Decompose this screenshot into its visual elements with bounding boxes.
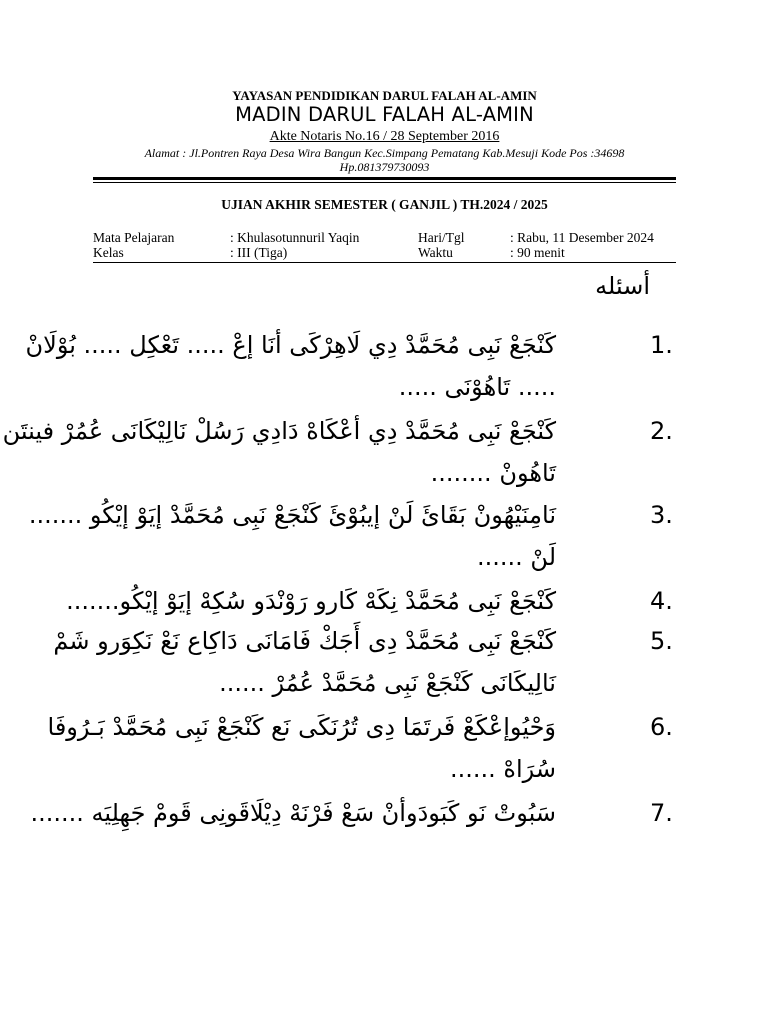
questions-heading: أسئله <box>595 272 650 300</box>
subject-value: : Khulasotunnuril Yaqin <box>230 230 360 245</box>
date-value: : Rabu, 11 Desember 2024 <box>510 230 654 245</box>
notary-deed: Akte Notaris No.16 / 28 September 2016 <box>269 129 500 144</box>
class-label: Kelas <box>93 245 124 260</box>
question-item <box>2 410 680 494</box>
question-number: 4. <box>650 587 673 615</box>
question-text: سَبُوتْ نَو كَبَودَوأنْ سَعْ فَرْنَهْ دِيْلَاقَونِى قَومْ جَهِلِيَه ....... <box>30 799 556 827</box>
exam-title: UJIAN AKHIR SEMESTER ( GANJIL ) TH.2024 / 2025 <box>221 197 548 212</box>
question-text: وَحْيُوإعْكَعْ فَرتَمَا دِى تُرُنَكَى نَع كَنْجَعْ نَبِى مُحَمَّدْ بَـرُوفَا سُرَاهْ ...... <box>47 713 556 783</box>
question-item <box>28 494 680 578</box>
question-text: نَامِنَيْهُونْ بَقَائَ لَنْ إيبُوْئَ كَنْجَعْ نَبِى مُحَمَّدْ إيَوْ إيْكُو ....... لَنْ ...... <box>28 501 556 571</box>
question-item <box>30 792 680 876</box>
date-label: Hari/Tgl <box>418 230 465 245</box>
info-divider <box>93 262 676 263</box>
question-number: 2. <box>650 417 673 445</box>
question-item <box>25 324 680 408</box>
question-number: 6. <box>650 713 673 741</box>
school-phone: Hp.081379730093 <box>339 160 430 174</box>
question-text: كَنْجَعْ نَبِى مُحَمَّدْ دِي أعْكَاهْ دَادِي رَسُلْ نَالِيْكَانَى عُمُرْ فينتَن تَاهُونْ ........ <box>2 417 556 487</box>
subject-label: Mata Pelajaran <box>93 230 175 245</box>
time-value: : 90 menit <box>510 245 565 260</box>
header-divider-thin <box>93 182 676 183</box>
question-item <box>66 580 680 622</box>
question-item <box>47 706 680 790</box>
question-text: كَنْجَعْ نَبِى مُحَمَّدْ نِكَهْ كَارو رَوْنْدَو سُكِهْ إيَوْ إيْكُو....... <box>66 587 556 615</box>
question-number: 7. <box>650 799 673 827</box>
question-item <box>53 620 680 704</box>
foundation-name: YAYASAN PENDIDIKAN DARUL FALAH AL-AMIN <box>232 88 537 103</box>
time-label: Waktu <box>418 245 453 260</box>
school-name: MADIN DARUL FALAH AL-AMIN <box>235 103 534 126</box>
question-text: كَنْجَعْ نَبِى مُحَمَّدْ دِى أَجَكْ فَامَانَى دَاكِاع نَعْ نَكِوَرو شَمْ نَالِيكَانَى كَنْجَعْ نَبِى مُحَمَّدْ عُمُرْ ...... <box>53 627 556 697</box>
school-address: Alamat : Jl.Pontren Raya Desa Wira Bangun Kec.Simpang Pematang Kab.Mesuji Kode Pos :34698 <box>144 146 625 160</box>
question-number: 3. <box>650 501 673 529</box>
question-text: كَنْجَعْ نَبِى مُحَمَّدْ دِي لَاهِرْكَى أنَا إعْ ..... تَعْكِل ..... بُوْلَانْ ..... تَاهُوْنَى ..... <box>25 331 556 401</box>
class-value: : III (Tiga) <box>230 245 288 260</box>
question-number: 1. <box>650 331 673 359</box>
question-number: 5. <box>650 627 673 655</box>
header-divider-thick <box>93 177 676 180</box>
